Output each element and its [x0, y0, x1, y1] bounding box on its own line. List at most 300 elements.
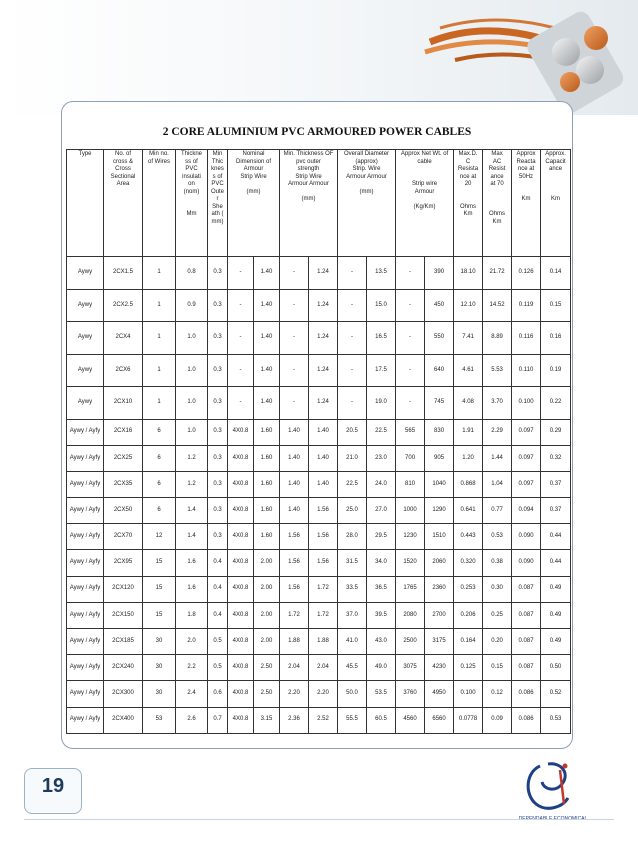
- table-cell: 2.00: [254, 576, 280, 602]
- table-cell: 0.3: [208, 322, 228, 355]
- table-cell: 1.0: [176, 419, 208, 445]
- table-cell: 0.0778: [454, 707, 483, 733]
- table-cell: 0.097: [512, 445, 541, 471]
- table-cell: 29.5: [367, 524, 396, 550]
- table-cell: 1510: [425, 524, 454, 550]
- table-cell: 1520: [396, 550, 425, 576]
- table-cell: -: [396, 387, 425, 420]
- table-cell: 16.5: [367, 322, 396, 355]
- table-row: [67, 498, 571, 524]
- table-cell: 30: [143, 629, 176, 655]
- table-cell: 0.4: [208, 550, 228, 576]
- table-cell: 1.24: [309, 322, 338, 355]
- table-cell: 810: [396, 471, 425, 497]
- table-cell: 0.3: [208, 445, 228, 471]
- table-cell: -: [338, 354, 367, 387]
- table-cell: 0.097: [512, 471, 541, 497]
- table-cell: -: [396, 257, 425, 290]
- table-cell: Aywy: [67, 387, 104, 420]
- table-cell: 4X0.8: [228, 681, 254, 707]
- header-reactance: Approx Reacta nce at 50Hz Km: [512, 150, 541, 257]
- table-cell: 0.206: [454, 602, 483, 628]
- table-cell: 15.0: [367, 289, 396, 322]
- table-cell: -: [396, 354, 425, 387]
- table-cell: 1.40: [280, 471, 309, 497]
- table-cell: Aywy / Ayfy: [67, 681, 104, 707]
- table-cell: 25.0: [338, 498, 367, 524]
- table-cell: Aywy / Ayfy: [67, 629, 104, 655]
- table-cell: 1.72: [309, 602, 338, 628]
- cable-spec-table: [66, 149, 571, 734]
- table-cell: 0.37: [541, 471, 571, 497]
- table-cell: 2CX50: [104, 498, 143, 524]
- table-cell: 0.116: [512, 322, 541, 355]
- table-cell: 1.20: [454, 445, 483, 471]
- table-row: [67, 576, 571, 602]
- table-cell: 1.60: [254, 419, 280, 445]
- cable-photo-banner: [0, 0, 638, 115]
- header-armour-dimension: Nominal Dimension of Armour Strip Wire (mm): [228, 150, 280, 257]
- table-cell: 6: [143, 445, 176, 471]
- header-type: Type: [67, 150, 104, 257]
- table-cell: Aywy / Ayfy: [67, 655, 104, 681]
- table-cell: 1.56: [309, 550, 338, 576]
- table-cell: 2CX400: [104, 707, 143, 733]
- table-cell: 0.53: [483, 524, 512, 550]
- table-cell: 1.40: [309, 471, 338, 497]
- table-cell: 19.0: [367, 387, 396, 420]
- table-cell: 1.6: [176, 576, 208, 602]
- table-cell: 0.37: [541, 498, 571, 524]
- table-row: [67, 354, 571, 387]
- table-cell: 2CX6: [104, 354, 143, 387]
- table-cell: 0.77: [483, 498, 512, 524]
- table-cell: 1.56: [280, 576, 309, 602]
- table-cell: 1.60: [254, 524, 280, 550]
- table-cell: 1.60: [254, 498, 280, 524]
- table-cell: 0.30: [483, 576, 512, 602]
- table-cell: 4X0.8: [228, 629, 254, 655]
- table-cell: 1.0: [176, 322, 208, 355]
- header-sheath: Min Thic knes s of PVC Oute r She ath ( mm): [208, 150, 228, 257]
- table-row: [67, 445, 571, 471]
- table-cell: 0.15: [483, 655, 512, 681]
- brand-logo-icon: [518, 760, 588, 826]
- table-cell: 0.3: [208, 498, 228, 524]
- table-cell: 700: [396, 445, 425, 471]
- table-cell: -: [280, 322, 309, 355]
- footer-divider: [24, 819, 614, 820]
- table-cell: 23.0: [367, 445, 396, 471]
- table-cell: 12.10: [454, 289, 483, 322]
- table-cell: 6: [143, 419, 176, 445]
- table-cell: 1.40: [254, 289, 280, 322]
- header-net-weight: Approx Net Wt. of cable Strip wire Armour (Kg/Km): [396, 150, 454, 257]
- table-cell: -: [280, 257, 309, 290]
- table-cell: Aywy / Ayfy: [67, 550, 104, 576]
- table-cell: 2.20: [309, 681, 338, 707]
- table-cell: 0.253: [454, 576, 483, 602]
- table-cell: 2.00: [254, 629, 280, 655]
- table-cell: 390: [425, 257, 454, 290]
- table-cell: 4X0.8: [228, 707, 254, 733]
- table-cell: 33.5: [338, 576, 367, 602]
- table-cell: 18.10: [454, 257, 483, 290]
- table-cell: 0.53: [541, 707, 571, 733]
- table-cell: 0.15: [541, 289, 571, 322]
- table-cell: 0.14: [541, 257, 571, 290]
- table-cell: 4X0.8: [228, 445, 254, 471]
- table-cell: 17.5: [367, 354, 396, 387]
- table-cell: 8.89: [483, 322, 512, 355]
- table-cell: 2.20: [280, 681, 309, 707]
- table-cell: 0.22: [541, 387, 571, 420]
- table-cell: 2.4: [176, 681, 208, 707]
- table-cell: 1.40: [254, 387, 280, 420]
- table-cell: 0.125: [454, 655, 483, 681]
- header-overall-diameter: Overall Diameter (approx) Strip. Wire Armour Armour (mm): [338, 150, 396, 257]
- table-cell: 2CX300: [104, 681, 143, 707]
- table-cell: 0.44: [541, 524, 571, 550]
- table-cell: 2CX4: [104, 322, 143, 355]
- table-cell: -: [396, 322, 425, 355]
- table-cell: Aywy: [67, 354, 104, 387]
- table-cell: 1.91: [454, 419, 483, 445]
- table-cell: 905: [425, 445, 454, 471]
- table-cell: 49.0: [367, 655, 396, 681]
- table-cell: 1.6: [176, 550, 208, 576]
- table-cell: 830: [425, 419, 454, 445]
- table-cell: 31.5: [338, 550, 367, 576]
- table-cell: 5.53: [483, 354, 512, 387]
- table-cell: 37.0: [338, 602, 367, 628]
- table-cell: 1.04: [483, 471, 512, 497]
- table-cell: 0.320: [454, 550, 483, 576]
- table-cell: Aywy: [67, 322, 104, 355]
- table-cell: 2060: [425, 550, 454, 576]
- table-cell: 0.09: [483, 707, 512, 733]
- table-cell: 1: [143, 354, 176, 387]
- table-cell: 1: [143, 387, 176, 420]
- table-cell: 2CX150: [104, 602, 143, 628]
- page-number-box: [24, 768, 82, 814]
- table-cell: 22.5: [338, 471, 367, 497]
- table-cell: 1: [143, 289, 176, 322]
- table-cell: 0.7: [208, 707, 228, 733]
- table-cell: 0.3: [208, 471, 228, 497]
- table-cell: 1.40: [254, 322, 280, 355]
- table-cell: 4950: [425, 681, 454, 707]
- table-cell: 1.88: [280, 629, 309, 655]
- table-cell: 0.868: [454, 471, 483, 497]
- table-cell: 745: [425, 387, 454, 420]
- table-cell: 1.72: [309, 576, 338, 602]
- table-cell: 53.5: [367, 681, 396, 707]
- table-cell: 0.3: [208, 419, 228, 445]
- table-cell: 2080: [396, 602, 425, 628]
- header-outer-thickness: Min. Thickness OF pvc outer strength Strip Wire Armour Armour (mm): [280, 150, 338, 257]
- table-cell: 0.20: [483, 629, 512, 655]
- table-cell: 34.0: [367, 550, 396, 576]
- table-cell: 7.41: [454, 322, 483, 355]
- table-cell: 0.090: [512, 524, 541, 550]
- table-cell: -: [228, 257, 254, 290]
- table-row: [67, 602, 571, 628]
- table-cell: 2CX10: [104, 387, 143, 420]
- table-cell: 1000: [396, 498, 425, 524]
- table-cell: 0.49: [541, 602, 571, 628]
- table-cell: 30: [143, 655, 176, 681]
- table-cell: 1.24: [309, 289, 338, 322]
- table-cell: -: [280, 354, 309, 387]
- table-cell: 0.16: [541, 322, 571, 355]
- table-cell: 2CX95: [104, 550, 143, 576]
- table-cell: 36.5: [367, 576, 396, 602]
- table-cell: 6: [143, 471, 176, 497]
- table-cell: 53: [143, 707, 176, 733]
- table-cell: 0.6: [208, 681, 228, 707]
- table-cell: 1.60: [254, 471, 280, 497]
- table-cell: 41.0: [338, 629, 367, 655]
- table-cell: 45.5: [338, 655, 367, 681]
- table-cell: 0.164: [454, 629, 483, 655]
- table-cell: 0.12: [483, 681, 512, 707]
- table-cell: 2.50: [254, 681, 280, 707]
- table-cell: 0.100: [454, 681, 483, 707]
- table-cell: 0.087: [512, 629, 541, 655]
- table-cell: 1230: [396, 524, 425, 550]
- table-cell: 640: [425, 354, 454, 387]
- table-cell: 1.40: [280, 419, 309, 445]
- table-cell: 0.3: [208, 289, 228, 322]
- table-cell: 1.40: [309, 419, 338, 445]
- table-cell: 6560: [425, 707, 454, 733]
- table-cell: 2CX1.5: [104, 257, 143, 290]
- table-cell: 0.126: [512, 257, 541, 290]
- table-row: [67, 419, 571, 445]
- table-cell: 1.56: [280, 550, 309, 576]
- table-cell: 4X0.8: [228, 550, 254, 576]
- table-cell: 2.00: [254, 550, 280, 576]
- table-cell: 20.5: [338, 419, 367, 445]
- table-cell: Aywy / Ayfy: [67, 707, 104, 733]
- table-cell: 21.72: [483, 257, 512, 290]
- table-cell: Aywy / Ayfy: [67, 602, 104, 628]
- table-cell: 1.88: [309, 629, 338, 655]
- table-cell: 2500: [396, 629, 425, 655]
- table-cell: 0.097: [512, 419, 541, 445]
- table-cell: 1.8: [176, 602, 208, 628]
- table-cell: 0.4: [208, 602, 228, 628]
- table-cell: -: [228, 289, 254, 322]
- table-cell: 0.49: [541, 576, 571, 602]
- table-row: [67, 322, 571, 355]
- table-cell: 1.40: [280, 498, 309, 524]
- table-cell: -: [228, 387, 254, 420]
- table-cell: 43.0: [367, 629, 396, 655]
- table-cell: 2.2: [176, 655, 208, 681]
- table-cell: 0.087: [512, 655, 541, 681]
- table-cell: 0.087: [512, 602, 541, 628]
- table-row: [67, 655, 571, 681]
- table-cell: 0.110: [512, 354, 541, 387]
- table-cell: Aywy / Ayfy: [67, 445, 104, 471]
- table-cell: 0.32: [541, 445, 571, 471]
- page-number: 19: [41, 775, 65, 797]
- header-size: No. of cross & Cross Sectional Area: [104, 150, 143, 257]
- table-header-row: [67, 150, 571, 257]
- table-row: [67, 629, 571, 655]
- page-title: 2 CORE ALUMINIUM PVC ARMOURED POWER CABLES: [162, 126, 472, 138]
- table-cell: 3075: [396, 655, 425, 681]
- table-cell: 1.44: [483, 445, 512, 471]
- table-cell: 550: [425, 322, 454, 355]
- table-cell: 24.0: [367, 471, 396, 497]
- table-row: [67, 707, 571, 733]
- table-cell: 2CX25: [104, 445, 143, 471]
- table-cell: 4X0.8: [228, 524, 254, 550]
- table-cell: -: [280, 387, 309, 420]
- table-cell: 1.40: [309, 445, 338, 471]
- header-insulation: Thickne ss of PVC insulati on (nom) Mm: [176, 150, 208, 257]
- table-cell: 2.29: [483, 419, 512, 445]
- table-cell: Aywy / Ayfy: [67, 498, 104, 524]
- table-cell: -: [228, 354, 254, 387]
- table-cell: 4X0.8: [228, 602, 254, 628]
- header-ac-resistance: Max AC Resist ance at 70 Ohms Km: [483, 150, 512, 257]
- table-cell: 0.641: [454, 498, 483, 524]
- table-cell: 13.5: [367, 257, 396, 290]
- table-cell: 22.5: [367, 419, 396, 445]
- table-cell: Aywy: [67, 289, 104, 322]
- table-cell: 3175: [425, 629, 454, 655]
- table-row: [67, 257, 571, 290]
- table-row: [67, 524, 571, 550]
- header-capacitance: Approx. Capacit ance Km: [541, 150, 571, 257]
- header-dc-resistance: Max.D. C Resista nce at 20 Ohms Km: [454, 150, 483, 257]
- table-cell: 0.44: [541, 550, 571, 576]
- table-cell: -: [338, 322, 367, 355]
- table-cell: 50.0: [338, 681, 367, 707]
- table-cell: 2CX185: [104, 629, 143, 655]
- table-cell: 21.0: [338, 445, 367, 471]
- table-cell: 0.29: [541, 419, 571, 445]
- table-cell: 1.24: [309, 387, 338, 420]
- table-cell: 0.086: [512, 707, 541, 733]
- table-cell: 4X0.8: [228, 498, 254, 524]
- table-cell: 0.25: [483, 602, 512, 628]
- table-cell: 4.08: [454, 387, 483, 420]
- table-cell: -: [396, 289, 425, 322]
- table-cell: Aywy: [67, 257, 104, 290]
- table-cell: 15: [143, 550, 176, 576]
- table-row: [67, 681, 571, 707]
- table-row: [67, 550, 571, 576]
- table-cell: 0.3: [208, 387, 228, 420]
- table-cell: 2.00: [254, 602, 280, 628]
- table-cell: 4X0.8: [228, 471, 254, 497]
- table-cell: 1.40: [280, 445, 309, 471]
- table-cell: 1.2: [176, 445, 208, 471]
- table-cell: 0.3: [208, 257, 228, 290]
- table-cell: 1.0: [176, 387, 208, 420]
- table-cell: -: [280, 289, 309, 322]
- table-row: [67, 471, 571, 497]
- table-cell: 15: [143, 576, 176, 602]
- table-cell: 1.40: [254, 354, 280, 387]
- table-cell: 4X0.8: [228, 576, 254, 602]
- table-row: [67, 387, 571, 420]
- table-cell: 30: [143, 681, 176, 707]
- table-cell: Aywy / Ayfy: [67, 524, 104, 550]
- table-cell: 2700: [425, 602, 454, 628]
- table-body: [67, 257, 571, 734]
- table-cell: 12: [143, 524, 176, 550]
- table-cell: 2.0: [176, 629, 208, 655]
- table-cell: 3760: [396, 681, 425, 707]
- table-cell: 55.5: [338, 707, 367, 733]
- table-cell: -: [228, 322, 254, 355]
- table-cell: -: [338, 257, 367, 290]
- table-cell: 0.090: [512, 550, 541, 576]
- table-cell: 1290: [425, 498, 454, 524]
- table-cell: 2CX70: [104, 524, 143, 550]
- table-cell: 1.4: [176, 498, 208, 524]
- table-cell: 1.60: [254, 445, 280, 471]
- table-row: [67, 289, 571, 322]
- table-cell: 0.8: [176, 257, 208, 290]
- table-cell: 15: [143, 602, 176, 628]
- table-cell: 1.56: [280, 524, 309, 550]
- table-cell: 0.52: [541, 681, 571, 707]
- table-cell: 2.04: [280, 655, 309, 681]
- table-cell: 0.087: [512, 576, 541, 602]
- table-cell: 2CX35: [104, 471, 143, 497]
- table-cell: 0.5: [208, 629, 228, 655]
- table-cell: 0.50: [541, 655, 571, 681]
- table-cell: 4560: [396, 707, 425, 733]
- table-cell: 2CX2.5: [104, 289, 143, 322]
- table-cell: Aywy / Ayfy: [67, 576, 104, 602]
- table-cell: 1: [143, 322, 176, 355]
- table-cell: 2.52: [309, 707, 338, 733]
- table-cell: 4230: [425, 655, 454, 681]
- table-cell: 450: [425, 289, 454, 322]
- table-cell: 27.0: [367, 498, 396, 524]
- table-cell: 2CX120: [104, 576, 143, 602]
- table-cell: 0.49: [541, 629, 571, 655]
- table-cell: 4X0.8: [228, 419, 254, 445]
- table-cell: -: [338, 289, 367, 322]
- table-cell: 0.100: [512, 387, 541, 420]
- table-cell: 1.56: [309, 498, 338, 524]
- table-cell: 1.72: [280, 602, 309, 628]
- table-cell: Aywy / Ayfy: [67, 419, 104, 445]
- table-cell: 2CX240: [104, 655, 143, 681]
- table-cell: 2.04: [309, 655, 338, 681]
- table-cell: 1: [143, 257, 176, 290]
- table-cell: 2.50: [254, 655, 280, 681]
- table-cell: 0.086: [512, 681, 541, 707]
- table-cell: 0.094: [512, 498, 541, 524]
- table-cell: 28.0: [338, 524, 367, 550]
- table-cell: 2360: [425, 576, 454, 602]
- table-cell: 0.38: [483, 550, 512, 576]
- table-cell: 0.9: [176, 289, 208, 322]
- table-cell: 1.56: [309, 524, 338, 550]
- table-cell: 3.70: [483, 387, 512, 420]
- table-cell: 0.3: [208, 354, 228, 387]
